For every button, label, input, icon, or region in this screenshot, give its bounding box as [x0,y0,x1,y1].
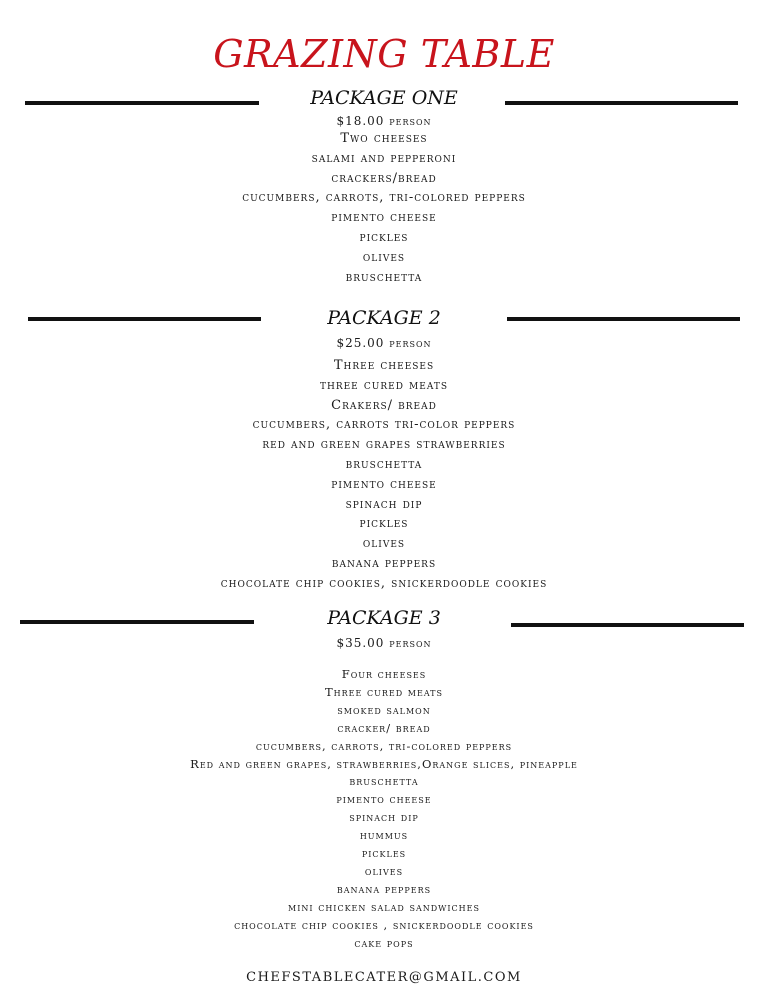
list-item: Four cheeses [341,667,427,681]
package-item-list [0,356,768,594]
list-item: pickles [359,516,409,532]
package-price: $18.00 person [336,114,432,128]
list-item: pimento cheese [331,476,437,492]
list-item: Red and green grapes, strawberries,Orange slices, pineapple [190,756,578,771]
list-item: salami and pepperoni [311,150,457,166]
list-item: spinach dip [349,810,419,825]
package-title: PACKAGE 2 [327,307,441,329]
list-item: pickles [361,846,407,861]
list-item: cucumbers, carrots, tri-colored peppers [255,738,513,753]
list-item: olives [362,249,406,265]
list-item: cracker/ bread [337,720,431,735]
package-price: $35.00 person [336,636,432,650]
list-item: cucumbers, carrots tri-color peppers [252,417,516,433]
list-item: pickles [359,229,409,245]
list-item: hummus [359,828,409,843]
list-item: three cured meats [319,377,449,393]
list-item: Three cheeses [333,358,435,373]
list-item: bruschetta [345,456,423,472]
list-item: red and green grapes strawberries [262,437,506,453]
list-item: Two cheeses [340,131,428,146]
list-item: olives [364,863,404,878]
list-item: Crakers/ bread [331,397,437,413]
list-item: chocolate chip cookies, snickerdoodle cookies [220,575,548,591]
list-item: pimento cheese [331,210,437,226]
package-title: PACKAGE 3 [327,607,441,629]
page-title: GRAZING TABLE [213,32,555,76]
list-item: spinach dip [345,496,423,512]
list-item: crackers/bread [331,170,437,186]
list-item: bruschetta [349,774,419,789]
list-item: banana peppers [331,555,437,571]
list-item: smoked salmon [337,702,431,717]
list-item: banana peppers [336,881,432,896]
list-item: cake pops [354,935,414,950]
list-item: chocolate chip cookies , snickerdoodle cookies [234,917,534,932]
list-item: Three cured meats [325,684,443,699]
contact-email: CHEFSTABLECATER@GMAIL.COM [246,970,522,985]
package-title: PACKAGE ONE [310,87,458,109]
package-item-list [0,666,768,953]
list-item: bruschetta [345,269,423,285]
list-item: pimento cheese [336,792,432,807]
package-item-list [0,129,768,287]
list-item: mini chicken salad sandwiches [288,899,480,914]
list-item: cucumbers, carrots, tri-colored peppers [242,190,526,206]
list-item: olives [362,536,406,552]
package-price: $25.00 person [336,336,432,350]
